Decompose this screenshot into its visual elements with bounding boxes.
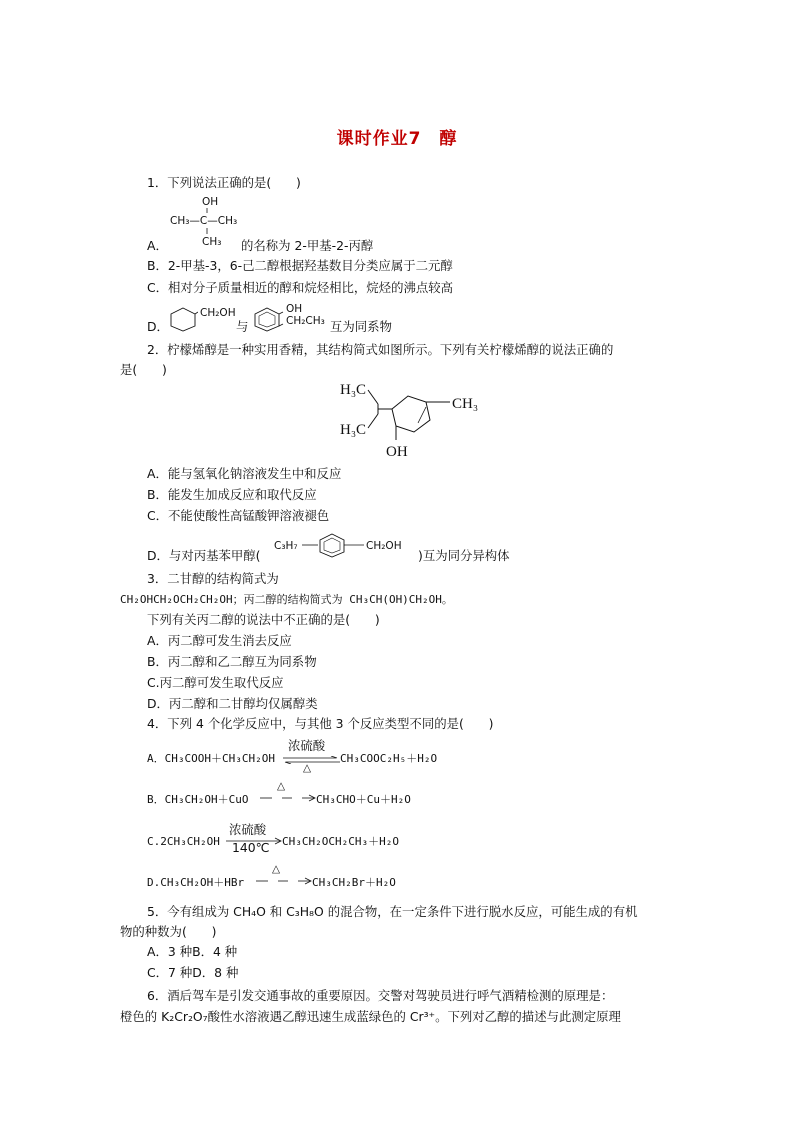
q1-d-tail: 互为同系物 [330,319,392,334]
q3-stem-1: 3．二甘醇的结构简式为 [147,571,279,586]
equilibrium-arrow-icon [283,756,340,764]
q1-d-oh: OH [286,303,303,315]
reaction-arrow-icon [256,877,312,885]
struct-h3c-top: H₃C [340,382,367,398]
benzene-ring-icon [302,532,364,558]
struct-h3c-bot: H₃C [340,422,367,438]
q1-structure-main: CH₃—C—CH₃ [170,215,238,227]
q2-d-ch2oh: CH₂OH [366,540,402,552]
q1-structure-ch3: CH₃ [202,236,222,248]
struct-oh: OH [386,444,408,460]
q1-d-ch2ch3: CH₂CH₃ [286,315,325,327]
benzene-ring-icon [168,306,198,332]
q5-options-cd: C．7 种D．8 种 [147,965,239,980]
q1-option-a-label: A． [147,238,168,253]
q1-structure-oh: OH [202,196,219,208]
q2-stem-1: 2．柠檬烯醇是一种实用香精，其结构简式如图所示。下列有关柠檬烯醇的说法正确的 [147,342,614,357]
benzene-ring-icon [250,306,284,332]
q1-bonds [206,208,208,234]
q3-stem-2: CH₂OHCH₂OCH₂CH₂OH；丙二醇的结构简式为 CH₃CH(OH)CH₂OH。 [120,593,453,606]
q4-b-heat: △ [277,780,286,792]
q4-c-reactants: C.2CH₃CH₂OH [147,835,220,848]
q4-b-reactants: B．CH₃CH₂OH＋CuO [147,793,249,806]
q2-option-b: B．能发生加成反应和取代反应 [147,487,317,502]
q1-d-ch2oh: CH₂OH [200,307,236,319]
q5-stem-2: 物的种数为( ) [120,924,217,939]
struct-ch3: CH₃ [452,396,479,412]
q3-option-c: C.丙二醇可发生取代反应 [147,675,284,690]
q3-option-a: A．丙二醇可发生消去反应 [147,633,292,648]
q4-c-condition-top: 浓硫酸 [229,822,267,837]
q1-option-d-label: D． [147,319,169,334]
q4-c-condition-bottom: 140℃ [232,840,270,855]
q1-option-a-text: 的名称为 2-甲基-2-丙醇 [241,238,374,253]
q2-option-d-post: )互为同分异构体 [418,548,510,563]
q4-d-heat: △ [272,863,281,875]
q3-option-b: B．丙二醇和乙二醇互为同系物 [147,654,317,669]
q4-d-reactants: D.CH₃CH₂OH＋HBr [147,876,245,889]
q2-option-d-pre: D．与对丙基苯甲醇( [147,548,261,563]
q4-a-products: CH₃COOC₂H₅＋H₂O [340,752,438,765]
q3-stem-3: 下列有关丙二醇的说法中不正确的是( ) [147,612,380,627]
terpineol-structure [336,376,492,462]
q4-c-products: CH₃CH₂OCH₂CH₃＋H₂O [282,835,399,848]
q1-option-c: C．相对分子质量相近的醇和烷烃相比，烷烃的沸点较高 [147,280,454,295]
q5-options-ab: A．3 种B．4 种 [147,944,238,959]
q2-option-a: A．能与氢氧化钠溶液发生中和反应 [147,466,342,481]
q4-a-reactants: A．CH₃COOH＋CH₃CH₂OH [147,752,275,765]
reaction-arrow-icon [260,794,316,802]
q6-stem-2: 橙色的 K₂Cr₂O₇酸性水溶液遇乙醇迅速生成蓝绿色的 Cr³⁺。下列对乙醇的描述与此测定原理 [120,1009,621,1024]
q5-stem-1: 5．今有组成为 CH₄O 和 C₃H₈O 的混合物，在一定条件下进行脱水反应，可能生成的有机 [147,904,638,919]
q6-stem-1: 6．酒后驾车是引发交通事故的重要原因。交警对驾驶员进行呼气酒精检测的原理是： [147,988,614,1003]
q2-stem-2: 是( ) [120,362,167,377]
q1-option-b: B．2-甲基-3，6-己二醇根据羟基数目分类应属于二元醇 [147,258,453,273]
q3-option-d: D．丙二醇和二甘醇均仅属醇类 [147,696,318,711]
q2-option-c: C．不能使酸性高锰酸钾溶液褪色 [147,508,330,523]
q1-stem: 1．下列说法正确的是( ) [147,175,301,190]
page-title: 课时作业7 醇 [336,129,458,149]
q2-d-c3h7: C₃H₇ [274,540,298,552]
q1-d-and: 与 [236,319,249,334]
q4-a-heat: △ [303,762,312,774]
q4-a-condition: 浓硫酸 [288,738,326,753]
q4-b-products: CH₃CHO＋Cu＋H₂O [316,793,411,806]
q4-stem: 4．下列 4 个化学反应中，与其他 3 个反应类型不同的是( ) [147,716,494,731]
q4-d-products: CH₃CH₂Br＋H₂O [312,876,396,889]
